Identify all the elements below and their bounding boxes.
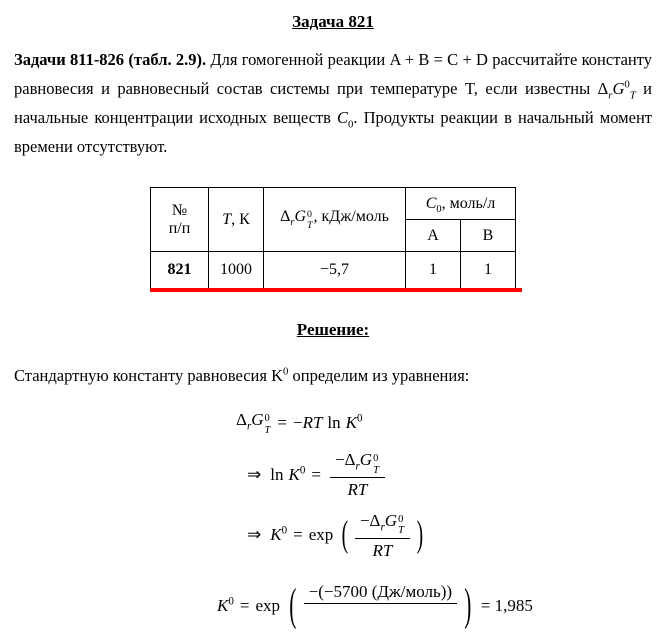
header-cell-A: А [406,220,461,252]
minus-RT-term [293,413,322,433]
minus-sign: − [292,413,303,433]
equals-sign: = [293,525,303,545]
superscript-0: 0 [624,78,630,91]
G-sup-sub-stack [373,453,379,476]
gibbs-G-symbol: G [384,510,398,530]
problem-text-3: . Продукты реакции в начальный момент времени отсутствуют. [14,108,652,156]
G-sup-sub-stack [307,210,313,232]
right-paren: ) [464,578,472,630]
subscript-r: r [290,216,295,228]
fraction-denominator: RT [372,540,393,560]
K0-term [346,413,363,433]
cell-gibbs-energy: −5,7 [264,252,406,289]
table-data-row [151,252,516,289]
subscript-T: T [373,464,379,476]
superscript-0: 0 [264,413,270,424]
fraction-denominator: RT [347,480,368,500]
gibbs-G-symbol: G [251,410,264,429]
subscript-0: 0 [348,118,354,131]
superscript-0: 0 [281,524,288,537]
K0-term [288,465,305,485]
header-cell-B: В [461,220,516,252]
cell-concentration-A: 1 [406,252,461,289]
equals-sign: = [277,413,287,433]
header-number-line2: п/п [168,219,191,237]
equation-gibbs-definition [236,410,652,436]
subscript-r: r [608,89,613,102]
solution-intro-text-2: определим из уравнения: [288,366,470,385]
K0-term [217,596,234,616]
subscript-0: 0 [436,203,442,215]
ln-function: ln [270,464,284,484]
gibbs-unit: , кДж/моль [313,207,389,225]
superscript-0: 0 [283,365,289,378]
left-paren: ( [341,513,349,556]
minus-sign: − [334,450,345,470]
implies-arrow: ⇒ [247,525,262,545]
T-unit: , К [231,210,250,228]
delta-symbol: Δ [597,79,609,98]
delta-rG-term [236,410,271,436]
equals-sign: = [311,464,321,484]
solution-heading [14,320,652,340]
T-symbol: T [222,210,232,228]
subscript-T: T [629,89,636,102]
G-sup-sub-stack [265,413,271,436]
superscript-0: 0 [307,208,312,220]
equals-sign: = [239,595,250,615]
problem-lead: Задачи 811-826 (табл. 2.9). [14,50,207,69]
conditions-table [150,187,516,289]
equation-K-exp [247,510,652,561]
fraction [330,449,385,500]
superscript-0: 0 [228,595,234,608]
K-symbol: K [288,464,300,484]
solution-heading-text: Решение: [296,320,370,339]
header-number-line1: № [171,201,188,219]
C0-inline-formula [337,108,354,131]
subscript-r: r [355,460,360,473]
problem-text-1: Для гомогенной реакции A + B = C + D рассчитайте константу равновесия и равновесный состав системы при температуре T, если известны [14,50,653,98]
minus-sign: − [359,510,370,530]
superscript-0: 0 [398,513,404,525]
implies-arrow: ⇒ [247,464,262,484]
subscript-r: r [246,420,252,433]
solution-intro [14,366,652,386]
delta-symbol: Δ [236,410,247,429]
K0-term [270,525,287,545]
exp-function: exp [308,525,334,545]
table-header-row-1 [151,188,516,220]
red-underline [150,288,522,292]
equations-block [14,410,652,630]
ln-function: ln [327,413,341,433]
concentration-C-symbol: C [337,108,349,127]
left-paren: ( [289,578,297,630]
subscript-T: T [264,424,271,436]
subscript-T: T [307,219,313,231]
equation-result: = 1,985 [480,595,533,615]
delta-rG-inline-formula [597,78,636,102]
header-cell-number [151,188,209,252]
K-symbol: K [270,525,282,545]
right-paren: ) [416,513,424,556]
RT-symbol: RT [302,413,323,433]
fraction-numerator [355,510,410,539]
equation-lnK [247,449,652,500]
problem-text-2: и начальные концентрации исходных веществ [14,79,652,127]
header-cell-initial-concentration [406,188,516,220]
page-title [14,12,652,32]
delta-symbol: Δ [369,510,381,530]
cell-concentration-B: 1 [461,252,516,289]
fraction-numerator: −(−5700 (Дж/моль)) [304,581,457,604]
subscript-T: T [398,525,404,537]
gibbs-G-symbol: G [359,450,373,470]
delta-symbol: Δ [344,450,356,470]
superscript-0: 0 [373,453,379,465]
exp-function: exp [255,595,281,615]
problem-statement [14,45,652,161]
conditions-table-section [150,187,516,292]
header-cell-gibbs-energy [264,188,406,252]
subscript-r: r [380,521,385,534]
superscript-0: 0 [357,412,363,425]
fraction-numerator [330,449,385,478]
concentration-unit: , моль/л [441,194,496,212]
G-sup-sub-stack [398,514,404,537]
cell-problem-number: 821 [151,252,209,289]
header-cell-temperature [209,188,264,252]
concentration-C-symbol: C [425,194,437,212]
K-symbol: K [345,413,357,433]
superscript-0: 0 [299,464,306,477]
page-title-text: Задача 821 [292,12,374,31]
fraction [304,581,457,630]
cell-temperature: 1000 [209,252,264,289]
gibbs-G-symbol: G [294,207,306,225]
solution-intro-text-1: Стандартную константу равновесия K [14,366,284,385]
fraction [355,510,410,561]
gibbs-G-symbol: G [612,79,625,98]
equation-K-numeric [217,578,652,630]
K-symbol: K [217,595,229,615]
delta-symbol: Δ [280,207,291,225]
